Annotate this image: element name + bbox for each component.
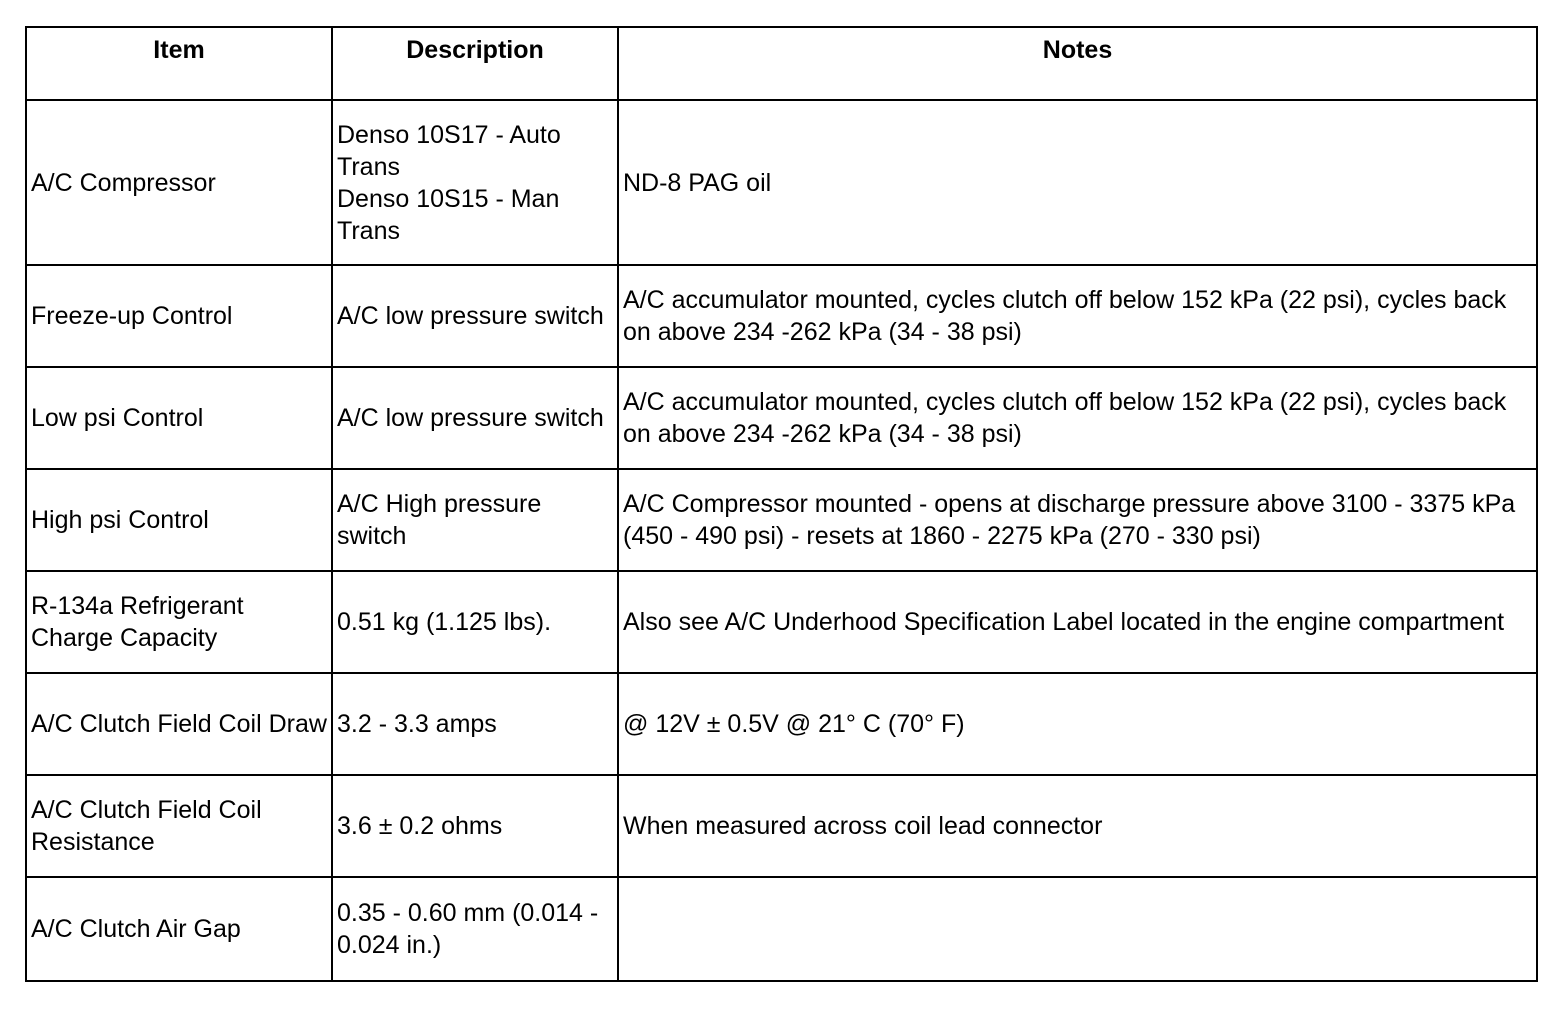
spec-table [25, 26, 1538, 982]
header-item: Item [26, 27, 332, 100]
row-description: A/C High pressure switch [332, 469, 618, 571]
row-notes: When measured across coil lead connector [618, 775, 1537, 877]
table-row [26, 877, 1537, 981]
row-item: R-134a Refrigerant Charge Capacity [26, 571, 332, 673]
table-row [26, 775, 1537, 877]
row-item: High psi Control [26, 469, 332, 571]
row-notes: ND-8 PAG oil [618, 100, 1537, 265]
row-description [332, 100, 618, 265]
description-line: Denso 10S17 - Auto Trans [337, 120, 561, 181]
row-description: 3.6 ± 0.2 ohms [332, 775, 618, 877]
table-row [26, 673, 1537, 775]
row-description: A/C low pressure switch [332, 367, 618, 469]
row-description: 0.35 - 0.60 mm (0.014 - 0.024 in.) [332, 877, 618, 981]
row-notes: A/C Compressor mounted - opens at discharge pressure above 3100 - 3375 kPa (450 - 490 psi) - resets at 1860 - 2275 kPa (270 - 330 psi) [618, 469, 1537, 571]
table-row [26, 265, 1537, 367]
row-item: A/C Clutch Field Coil Resistance [26, 775, 332, 877]
row-item: A/C Compressor [26, 100, 332, 265]
description-line: Denso 10S15 - Man Trans [337, 184, 560, 245]
table-row [26, 367, 1537, 469]
row-notes: @ 12V ± 0.5V @ 21° C (70° F) [618, 673, 1537, 775]
header-notes: Notes [618, 27, 1537, 100]
row-notes: A/C accumulator mounted, cycles clutch off below 152 kPa (22 psi), cycles back on above 234 -262 kPa (34 - 38 psi) [618, 367, 1537, 469]
table-row [26, 571, 1537, 673]
row-notes [618, 877, 1537, 981]
row-description: 3.2 - 3.3 amps [332, 673, 618, 775]
row-item: A/C Clutch Air Gap [26, 877, 332, 981]
row-notes: Also see A/C Underhood Specification Label located in the engine compartment [618, 571, 1537, 673]
row-item: A/C Clutch Field Coil Draw [26, 673, 332, 775]
row-description: A/C low pressure switch [332, 265, 618, 367]
row-item: Freeze-up Control [26, 265, 332, 367]
header-row [26, 27, 1537, 100]
table-row [26, 100, 1537, 265]
row-notes: A/C accumulator mounted, cycles clutch off below 152 kPa (22 psi), cycles back on above 234 -262 kPa (34 - 38 psi) [618, 265, 1537, 367]
table-row [26, 469, 1537, 571]
header-description: Description [332, 27, 618, 100]
row-item: Low psi Control [26, 367, 332, 469]
row-description: 0.51 kg (1.125 lbs). [332, 571, 618, 673]
